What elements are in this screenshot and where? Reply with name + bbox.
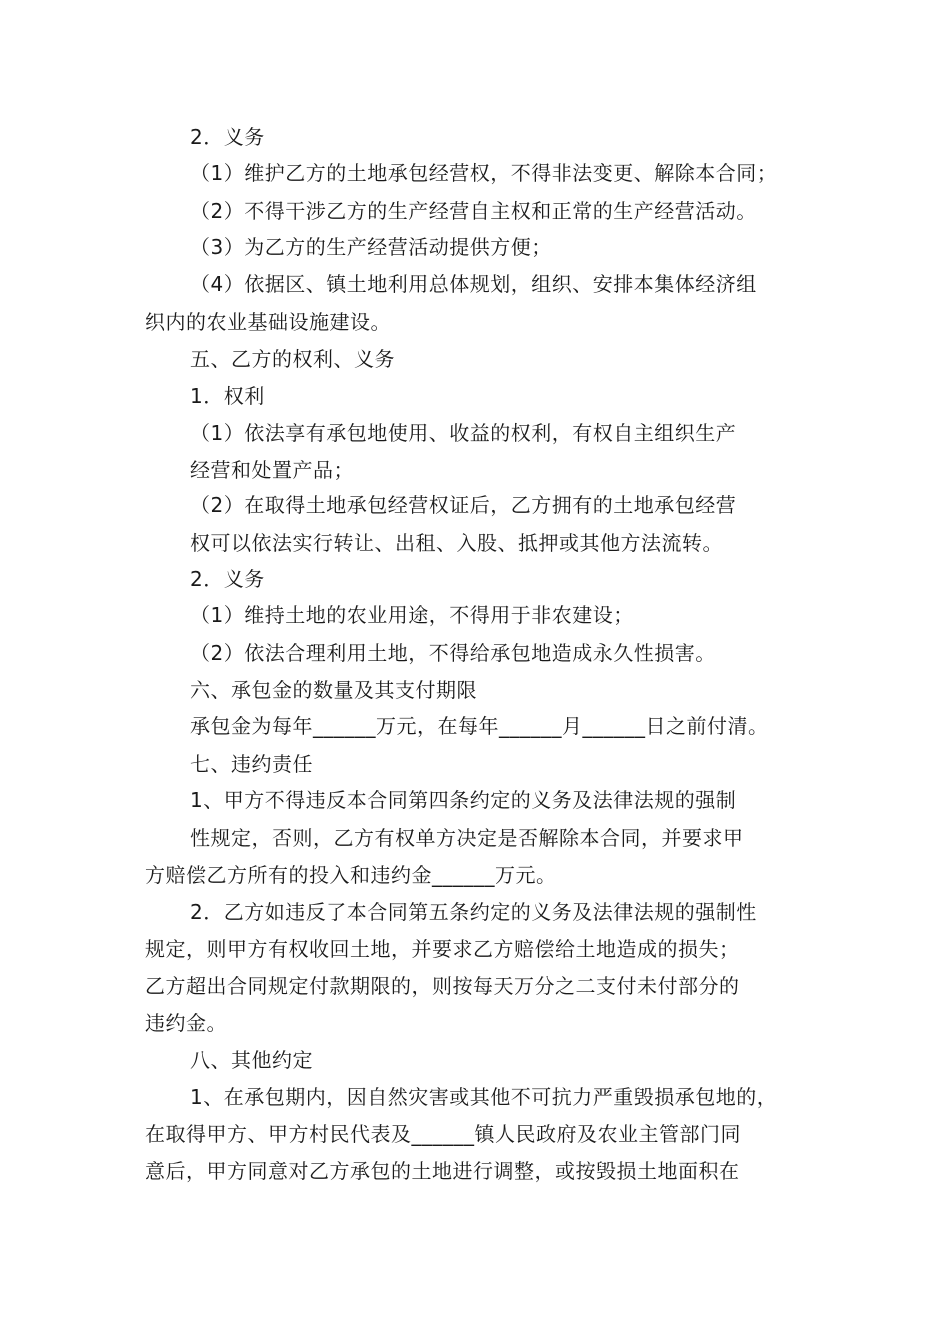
subsection-heading: 2．义务 bbox=[190, 567, 265, 591]
text-line: （1）维持土地的农业用途，不得用于非农建设； bbox=[190, 603, 634, 627]
section-heading: 八、其他约定 bbox=[190, 1048, 313, 1072]
text-line: （2）在取得土地承包经营权证后，乙方拥有的土地承包经营 bbox=[190, 493, 737, 517]
text-line: 规定，则甲方有权收回土地，并要求乙方赔偿给土地造成的损失； bbox=[145, 937, 740, 961]
text-line: 性规定，否则，乙方有权单方决定是否解除本合同，并要求甲 bbox=[190, 826, 744, 850]
text-line: 承包金为每年______万元，在每年______月______日之前付清。 bbox=[190, 714, 769, 738]
section-heading: 七、违约责任 bbox=[190, 752, 313, 776]
text-line: 方赔偿乙方所有的投入和违约金______万元。 bbox=[145, 863, 557, 887]
text-line: 经营和处置产品； bbox=[190, 458, 354, 482]
text-line: （1）依法享有承包地使用、收益的权利，有权自主组织生产 bbox=[190, 421, 737, 445]
section-heading: 五、乙方的权利、义务 bbox=[190, 347, 395, 371]
subsection-heading: 1．权利 bbox=[190, 384, 265, 408]
text-line: （4）依据区、镇土地利用总体规划，组织、安排本集体经济组 bbox=[190, 272, 757, 296]
section-heading: 六、承包金的数量及其支付期限 bbox=[190, 678, 477, 702]
text-line: （2）依法合理利用土地，不得给承包地造成永久性损害。 bbox=[190, 641, 716, 665]
text-line: 2．义务 bbox=[190, 125, 265, 149]
text-line: 违约金。 bbox=[145, 1011, 227, 1035]
text-line: 1、在承包期内，因自然灾害或其他不可抗力严重毁损承包地的， bbox=[190, 1085, 778, 1109]
text-line: （3）为乙方的生产经营活动提供方便； bbox=[190, 235, 552, 259]
text-line: 意后，甲方同意对乙方承包的土地进行调整，或按毁损土地面积在 bbox=[145, 1159, 740, 1183]
text-line: （2）不得干涉乙方的生产经营自主权和正常的生产经营活动。 bbox=[190, 199, 757, 223]
text-line: 在取得甲方、甲方村民代表及______镇人民政府及农业主管部门同 bbox=[145, 1122, 741, 1146]
text-line: 1、甲方不得违反本合同第四条约定的义务及法律法规的强制 bbox=[190, 788, 737, 812]
text-line: 2．乙方如违反了本合同第五条约定的义务及法律法规的强制性 bbox=[190, 900, 757, 924]
text-line: 权可以依法实行转让、出租、入股、抵押或其他方法流转。 bbox=[190, 531, 723, 555]
text-line: 织内的农业基础设施建设。 bbox=[145, 310, 391, 334]
text-line: （1）维护乙方的土地承包经营权，不得非法变更、解除本合同； bbox=[190, 161, 778, 185]
text-line: 乙方超出合同规定付款期限的，则按每天万分之二支付未付部分的 bbox=[145, 974, 740, 998]
